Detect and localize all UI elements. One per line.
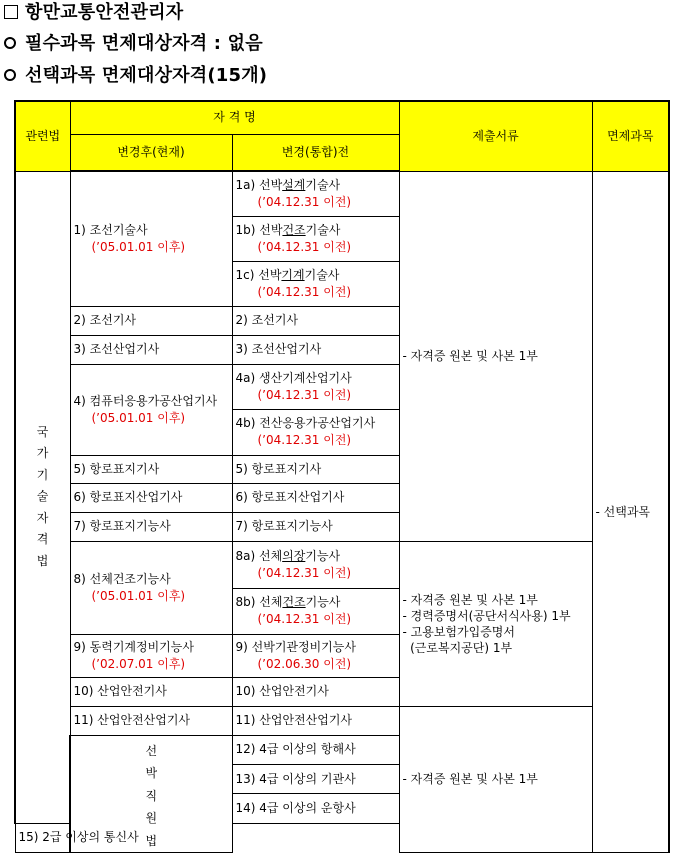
square-bullet-icon: [4, 5, 18, 19]
qualification-before-8b: 8b) 선체건조기능사 (’04.12.31 이전): [232, 588, 399, 634]
qualification-before-9: 9) 선박기관정비기능사 (’02.06.30 이전): [232, 634, 399, 677]
qualification-before-6: 6) 항로표지산업기사: [232, 483, 399, 512]
elective-exemption-line: [4, 65, 267, 87]
exemption-table: [14, 100, 670, 853]
qualification-after-11: 11) 산업안전산업기사: [70, 706, 232, 735]
qualification-after-2: 2) 조선기사: [70, 306, 232, 335]
qualification-before-2: 2) 조선기사: [232, 306, 399, 335]
header-qualification: 자 격 명: [70, 101, 399, 134]
qualification-before-4b: 4b) 전산응용가공산업기사 (’04.12.31 이전): [232, 409, 399, 455]
qualification-after-3: 3) 조선산업기사: [70, 335, 232, 364]
qualification-after-4: 4) 컴퓨터응용가공산업기사 (’05.01.01 이후): [70, 364, 232, 455]
header-after: 변경후(현재): [70, 134, 232, 171]
header-exempt-subject: 면제과목: [592, 101, 669, 171]
elective-exemption-text: 선택과목 면제대상자격(15개): [25, 65, 268, 86]
qualification-before-1b: 1b) 선박건조기술사 (’04.12.31 이전): [232, 216, 399, 261]
qualification-after-1: 1) 조선기술사 (’05.01.01 이후): [70, 171, 232, 306]
circle-bullet-icon: [4, 69, 16, 81]
qualification-before-5: 5) 항로표지기사: [232, 455, 399, 483]
header-before: 변경(통합)전: [232, 134, 399, 171]
qualification-after-5: 5) 항로표지기사: [70, 455, 232, 483]
law-cell-national-technical-qualification: 국 가 기 술 자 격 법: [15, 171, 70, 823]
documents-cell-a: - 자격증 원본 및 사본 1부: [399, 171, 592, 541]
qualification-13: 13) 4급 이상의 기관사: [232, 764, 592, 793]
qualification-after-8: 8) 선체건조기능사 (’05.01.01 이후): [70, 541, 232, 634]
qualification-before-4a: 4a) 생산기계산업기사 (’04.12.31 이전): [232, 364, 399, 409]
qualification-after-9: 9) 동력기계정비기능사 (’02.07.01 이후): [70, 634, 232, 677]
documents-cell-c: - 자격증 원본 및 사본 1부: [399, 706, 592, 853]
qualification-before-3: 3) 조선산업기사: [232, 335, 399, 364]
exempt-subject-cell: - 선택과목: [592, 171, 669, 853]
documents-cell-b: - 자격증 원본 및 사본 1부 - 경력증명서(공단서식사용) 1부 - 고용보험가입증명서 (근로복지공단) 1부: [399, 541, 592, 706]
qualification-before-7: 7) 항로표지기능사: [232, 512, 399, 541]
header-documents: 제출서류: [399, 101, 592, 171]
required-exemption-text: 필수과목 면제대상자격 : 없음: [25, 33, 263, 54]
section-title-text: 항만교통안전관리자: [25, 2, 184, 23]
qualification-12: 12) 4급 이상의 항해사: [232, 735, 592, 764]
qualification-15: 15) 2급 이상의 통신사: [15, 823, 232, 852]
qualification-after-6: 6) 항로표지산업기사: [70, 483, 232, 512]
qualification-after-10: 10) 산업안전기사: [70, 677, 232, 706]
qualification-after-7: 7) 항로표지기능사: [70, 512, 232, 541]
circle-bullet-icon: [4, 37, 16, 49]
law-cell-seafarers-act: 선 박 직 원 법: [70, 735, 232, 853]
required-exemption-line: [4, 33, 263, 55]
qualification-before-11: 11) 산업안전산업기사: [232, 706, 399, 735]
qualification-before-8a: 8a) 선체의장기능사 (’04.12.31 이전): [232, 541, 399, 588]
qualification-14: 14) 4급 이상의 운항사: [232, 794, 592, 823]
qualification-before-1a: 1a) 선박설계기술사 (’04.12.31 이전): [232, 171, 399, 216]
qualification-before-10: 10) 산업안전기사: [232, 677, 399, 706]
section-title: [4, 2, 183, 24]
header-law: 관련법: [15, 101, 70, 171]
qualification-before-1c: 1c) 선박기계기술사 (’04.12.31 이전): [232, 261, 399, 306]
